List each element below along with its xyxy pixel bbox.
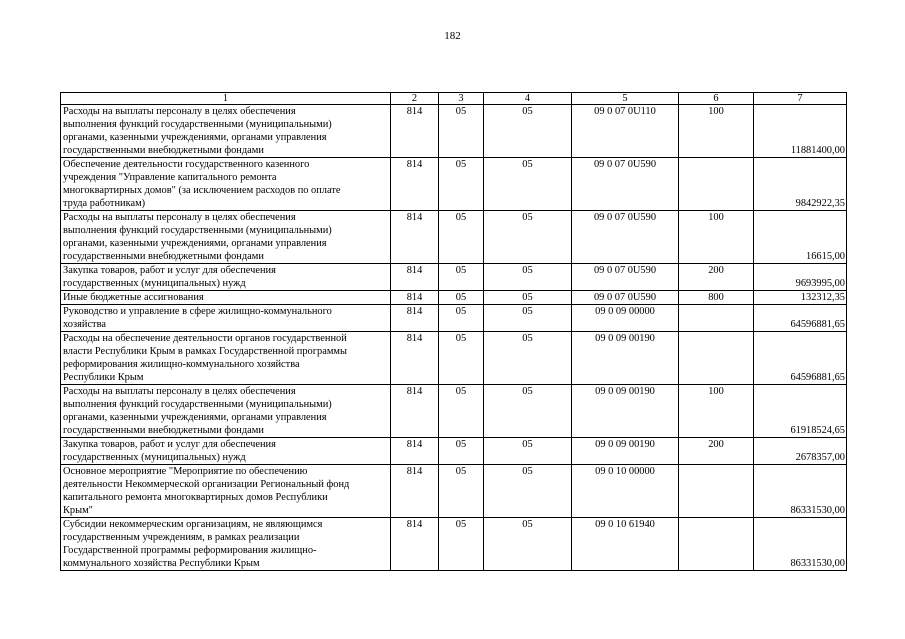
row-description xyxy=(61,385,391,438)
description-line: Обеспечение деятельности государственного казенного xyxy=(63,159,310,170)
amount: 132312,35 xyxy=(754,291,847,305)
subsection-code: 05 xyxy=(484,518,572,571)
row-description xyxy=(61,332,391,385)
section-code: 05 xyxy=(439,438,484,465)
column-header: 1 xyxy=(61,93,391,105)
amount: 64596881,65 xyxy=(754,332,847,385)
subsection-code: 05 xyxy=(484,264,572,291)
amount: 16615,00 xyxy=(754,211,847,264)
amount: 2678357,00 xyxy=(754,438,847,465)
expense-type-code: 100 xyxy=(679,211,754,264)
row-description xyxy=(61,264,391,291)
table-row xyxy=(61,264,847,291)
row-description xyxy=(61,305,391,332)
budget-table xyxy=(60,92,847,571)
description-line: Расходы на выплаты персоналу в целях обеспечения xyxy=(63,212,296,223)
subsection-code: 05 xyxy=(484,305,572,332)
header-row xyxy=(61,93,847,105)
column-header: 6 xyxy=(679,93,754,105)
section-code: 05 xyxy=(439,385,484,438)
description-line: Республики Крым xyxy=(63,372,144,383)
section-code: 05 xyxy=(439,105,484,158)
table-row xyxy=(61,158,847,211)
description-line: государственными внебюджетными фондами xyxy=(63,145,264,156)
table-row xyxy=(61,291,847,305)
table-row xyxy=(61,211,847,264)
table-row xyxy=(61,465,847,518)
amount: 86331530,00 xyxy=(754,518,847,571)
subsection-code: 05 xyxy=(484,385,572,438)
expense-type-code xyxy=(679,158,754,211)
subsection-code: 05 xyxy=(484,105,572,158)
target-article-code: 09 0 09 00000 xyxy=(572,305,679,332)
description-line: многоквартирных домов" (за исключением расходов по оплате xyxy=(63,185,341,196)
description-line: органами, казенными учреждениями, органами управления xyxy=(63,238,327,249)
description-line: капитального ремонта многоквартирных домов Республики xyxy=(63,492,328,503)
description-line: Иные бюджетные ассигнования xyxy=(63,292,204,303)
description-line: Руководство и управление в сфере жилищно-коммунального xyxy=(63,306,332,317)
ministry-code: 814 xyxy=(391,158,439,211)
target-article-code: 09 0 09 00190 xyxy=(572,438,679,465)
ministry-code: 814 xyxy=(391,465,439,518)
ministry-code: 814 xyxy=(391,385,439,438)
description-line: коммунального хозяйства Республики Крым xyxy=(63,558,260,569)
description-line: труда работникам) xyxy=(63,198,146,209)
expense-type-code: 200 xyxy=(679,438,754,465)
amount: 11881400,00 xyxy=(754,105,847,158)
column-header: 3 xyxy=(439,93,484,105)
row-description xyxy=(61,291,391,305)
description-line: реформирования жилищно-коммунального хозяйства xyxy=(63,359,300,370)
description-line: Расходы на обеспечение деятельности органов государственной xyxy=(63,333,347,344)
amount: 9842922,35 xyxy=(754,158,847,211)
description-line: Закупка товаров, работ и услуг для обеспечения xyxy=(63,265,276,276)
description-line: государственных (муниципальных) нужд xyxy=(63,452,246,463)
description-line: выполнения функций государственными (муниципальными) xyxy=(63,119,332,130)
target-article-code: 09 0 07 0U590 xyxy=(572,291,679,305)
description-line: государственным учреждениям, в рамках реализации xyxy=(63,532,300,543)
expense-type-code: 800 xyxy=(679,291,754,305)
subsection-code: 05 xyxy=(484,438,572,465)
page-number: 182 xyxy=(444,30,461,42)
amount: 9693995,00 xyxy=(754,264,847,291)
target-article-code: 09 0 07 0U590 xyxy=(572,211,679,264)
expense-type-code xyxy=(679,332,754,385)
expense-type-code xyxy=(679,518,754,571)
description-line: выполнения функций государственными (муниципальными) xyxy=(63,399,332,410)
section-code: 05 xyxy=(439,305,484,332)
row-description xyxy=(61,465,391,518)
ministry-code: 814 xyxy=(391,518,439,571)
description-line: хозяйства xyxy=(63,319,106,330)
amount: 61918524,65 xyxy=(754,385,847,438)
column-header: 7 xyxy=(754,93,847,105)
ministry-code: 814 xyxy=(391,332,439,385)
target-article-code: 09 0 10 61940 xyxy=(572,518,679,571)
row-description xyxy=(61,518,391,571)
section-code: 05 xyxy=(439,211,484,264)
description-line: Субсидии некоммерческим организациям, не являющимся xyxy=(63,519,323,530)
section-code: 05 xyxy=(439,465,484,518)
description-line: учреждения "Управление капитального ремонта xyxy=(63,172,277,183)
description-line: государственных (муниципальных) нужд xyxy=(63,278,246,289)
target-article-code: 09 0 07 0U590 xyxy=(572,158,679,211)
subsection-code: 05 xyxy=(484,465,572,518)
description-line: Основное мероприятие "Мероприятие по обеспечению xyxy=(63,466,308,477)
description-line: Расходы на выплаты персоналу в целях обеспечения xyxy=(63,106,296,117)
column-header: 2 xyxy=(391,93,439,105)
table-row xyxy=(61,438,847,465)
description-line: Закупка товаров, работ и услуг для обеспечения xyxy=(63,439,276,450)
ministry-code: 814 xyxy=(391,291,439,305)
description-line: государственными внебюджетными фондами xyxy=(63,425,264,436)
row-description xyxy=(61,158,391,211)
target-article-code: 09 0 10 00000 xyxy=(572,465,679,518)
ministry-code: 814 xyxy=(391,105,439,158)
section-code: 05 xyxy=(439,518,484,571)
table-row xyxy=(61,105,847,158)
expense-type-code: 200 xyxy=(679,264,754,291)
subsection-code: 05 xyxy=(484,332,572,385)
ministry-code: 814 xyxy=(391,438,439,465)
table-row xyxy=(61,518,847,571)
description-line: выполнения функций государственными (муниципальными) xyxy=(63,225,332,236)
amount: 64596881,65 xyxy=(754,305,847,332)
column-header: 4 xyxy=(484,93,572,105)
table-row xyxy=(61,332,847,385)
subsection-code: 05 xyxy=(484,211,572,264)
subsection-code: 05 xyxy=(484,158,572,211)
row-description xyxy=(61,211,391,264)
target-article-code: 09 0 09 00190 xyxy=(572,385,679,438)
ministry-code: 814 xyxy=(391,264,439,291)
section-code: 05 xyxy=(439,291,484,305)
description-line: органами, казенными учреждениями, органами управления xyxy=(63,132,327,143)
target-article-code: 09 0 07 0U590 xyxy=(572,264,679,291)
description-line: государственными внебюджетными фондами xyxy=(63,251,264,262)
row-description xyxy=(61,105,391,158)
description-line: власти Республики Крым в рамках Государственной программы xyxy=(63,346,347,357)
expense-type-code xyxy=(679,465,754,518)
row-description xyxy=(61,438,391,465)
table-row xyxy=(61,305,847,332)
subsection-code: 05 xyxy=(484,291,572,305)
section-code: 05 xyxy=(439,264,484,291)
expense-type-code: 100 xyxy=(679,105,754,158)
section-code: 05 xyxy=(439,332,484,385)
ministry-code: 814 xyxy=(391,211,439,264)
expense-type-code xyxy=(679,305,754,332)
ministry-code: 814 xyxy=(391,305,439,332)
target-article-code: 09 0 07 0U110 xyxy=(572,105,679,158)
section-code: 05 xyxy=(439,158,484,211)
column-header: 5 xyxy=(572,93,679,105)
description-line: Государственной программы реформирования жилищно- xyxy=(63,545,317,556)
description-line: органами, казенными учреждениями, органами управления xyxy=(63,412,327,423)
table-row xyxy=(61,385,847,438)
description-line: Крым" xyxy=(63,505,93,516)
description-line: деятельности Некоммерческой организации Региональный фонд xyxy=(63,479,350,490)
amount: 86331530,00 xyxy=(754,465,847,518)
target-article-code: 09 0 09 00190 xyxy=(572,332,679,385)
description-line: Расходы на выплаты персоналу в целях обеспечения xyxy=(63,386,296,397)
expense-type-code: 100 xyxy=(679,385,754,438)
